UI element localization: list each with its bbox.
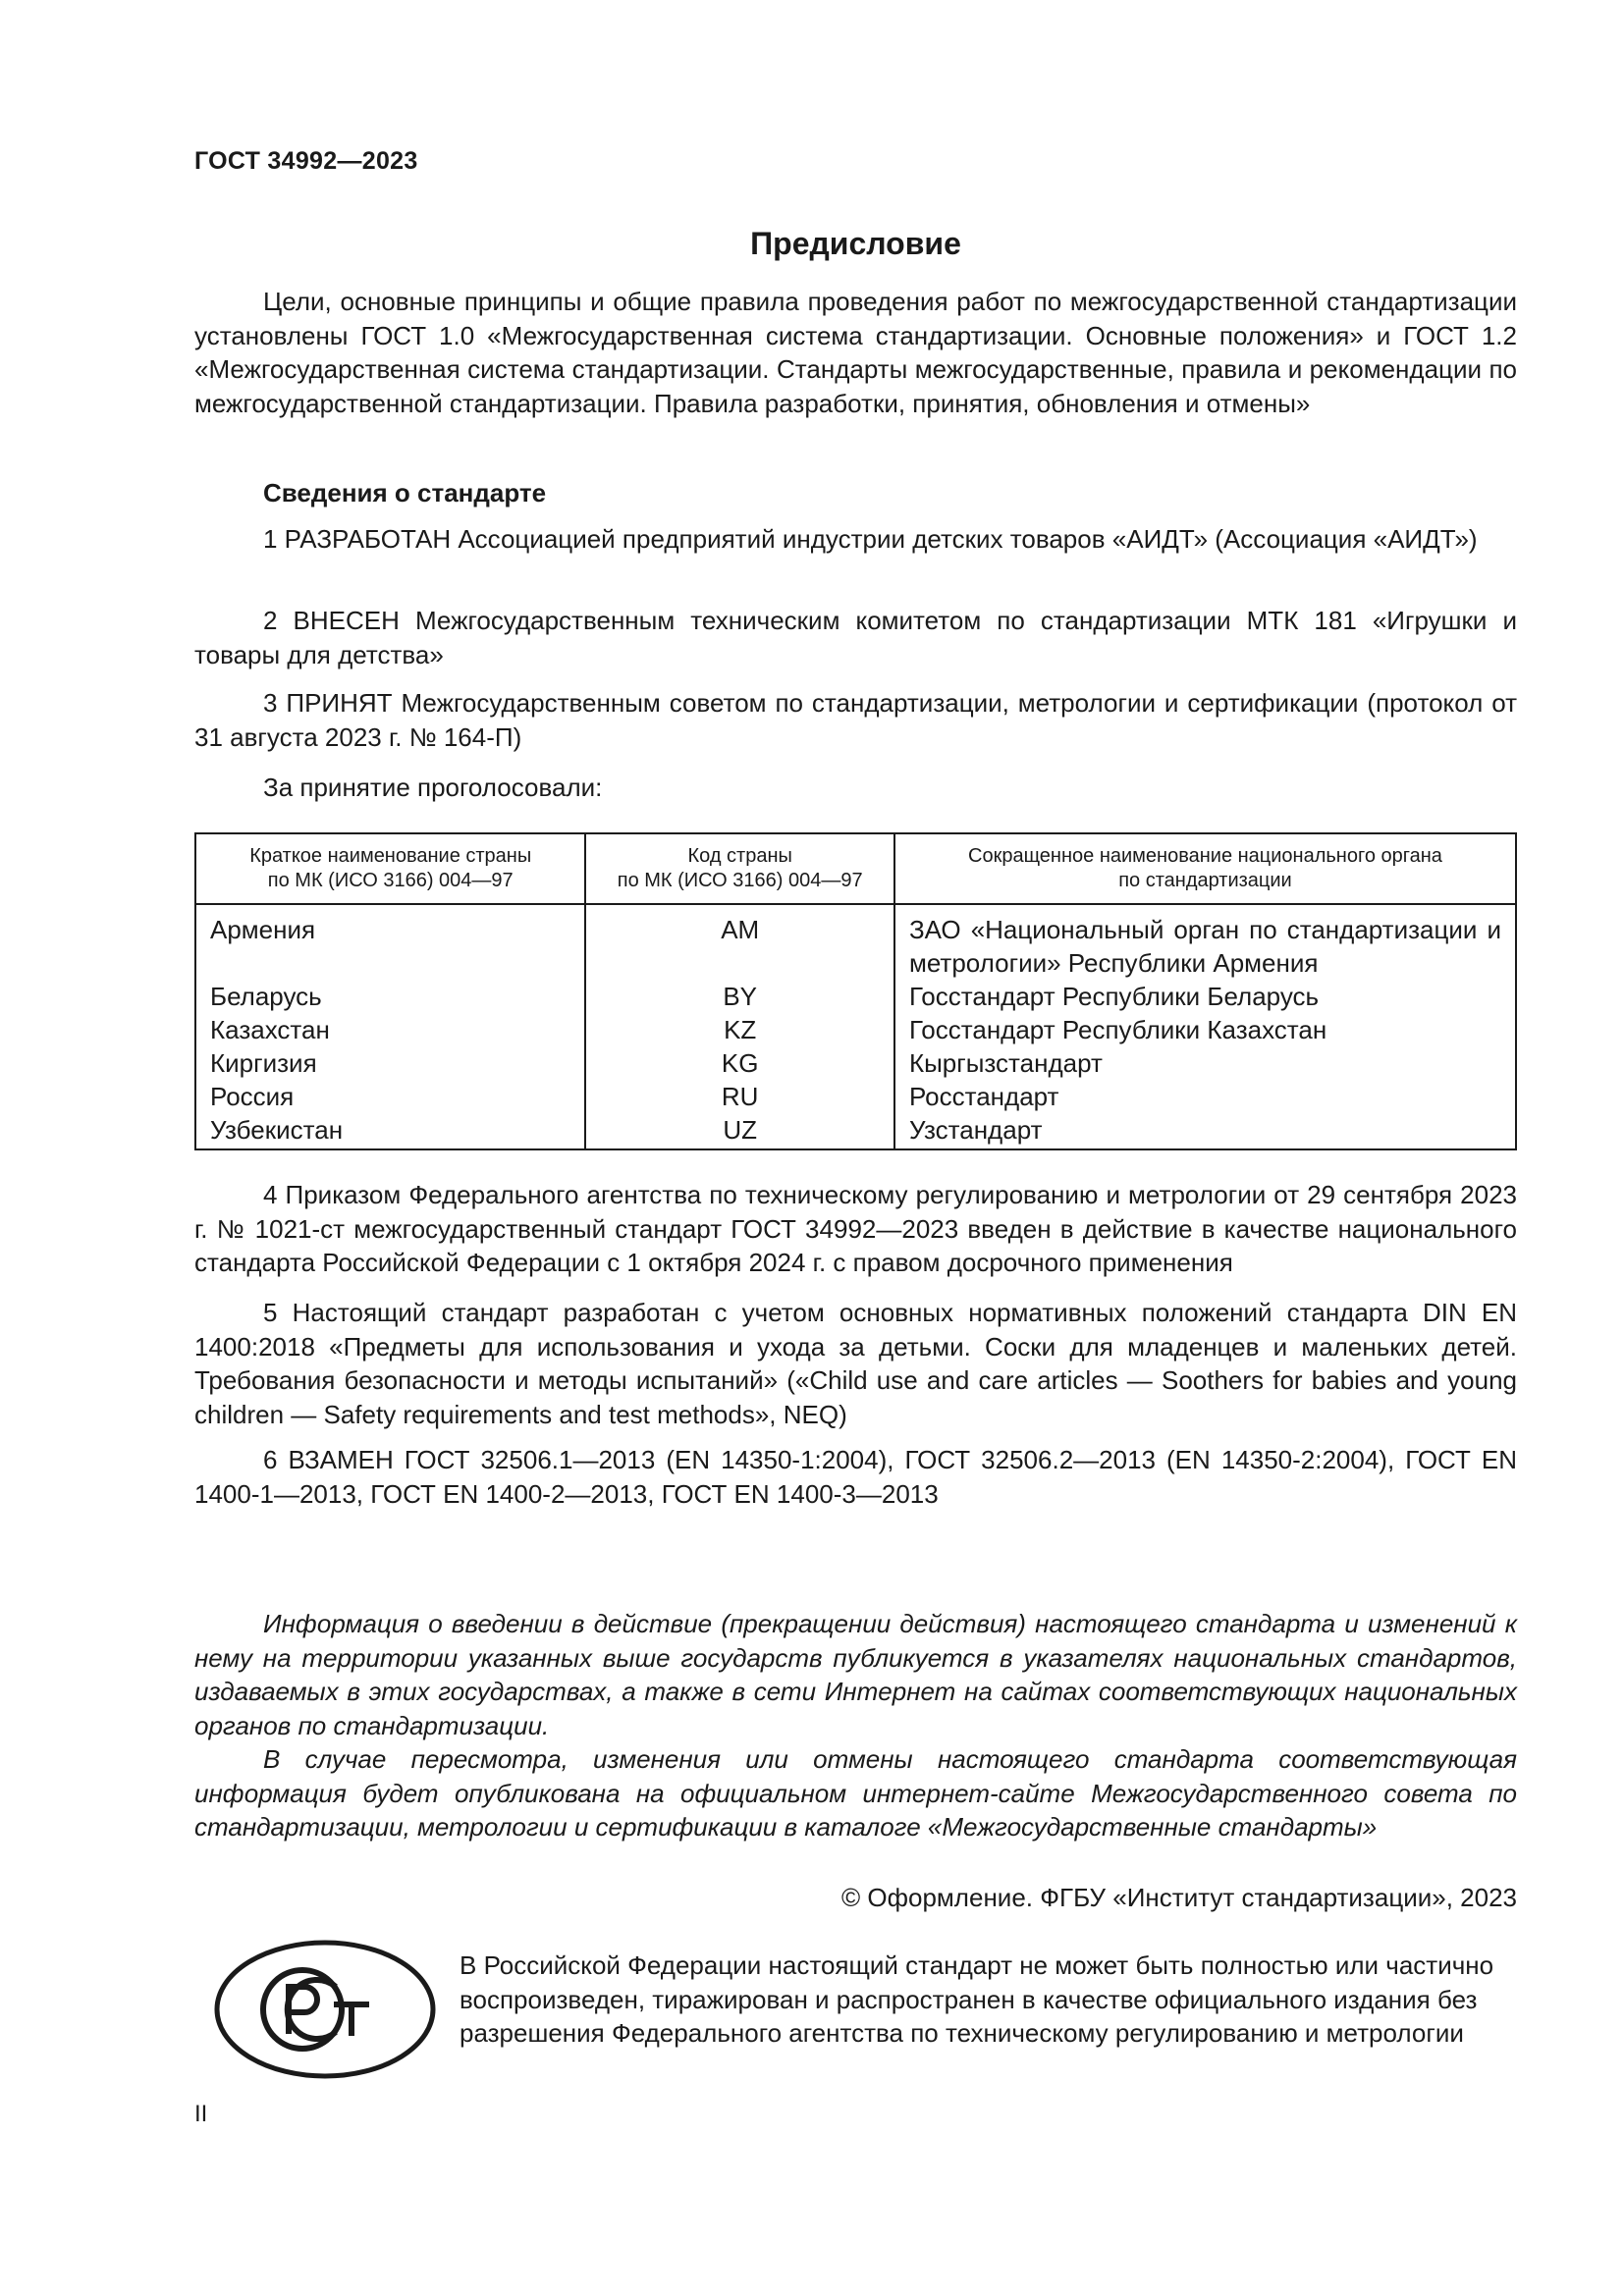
table-header-row: [195, 833, 1516, 904]
table-row: [195, 904, 1516, 980]
rst-logo-icon: [212, 1936, 438, 2083]
table-row: [195, 980, 1516, 1013]
cell-code: BY: [585, 980, 893, 1013]
table-row: [195, 1013, 1516, 1046]
cell-org: ЗАО «Национальный орган по стандартизации и метрологии» Республики Армения: [894, 904, 1516, 980]
item-4: 4 Приказом Федерального агентства по техническому регулированию и метрологии от 29 сентября 2023 г. № 1021-ст межгосударственный стандарт ГОСТ 34992—2023 введен в действие в качестве национального стандарта Российской Федерации с 1 октября 2024 г. с правом досрочного применения: [194, 1180, 1517, 1277]
cell-code: RU: [585, 1080, 893, 1113]
item-2: 2 ВНЕСЕН Межгосударственным техническим комитетом по стандартизации МТК 181 «Игрушки и товары для детства»: [194, 606, 1517, 669]
item-5: 5 Настоящий стандарт разработан с учетом основных нормативных положений стандарта DIN EN 1400:2018 «Предметы для использования и ухода за детьми. Соски для младенцев и маленьких детей. Требования безопасности и методы испытаний» («Child use and care articles — Soothers for babies and young children — Safety requirements and test methods», NEQ): [194, 1298, 1517, 1429]
cell-code: KG: [585, 1046, 893, 1080]
header-country-line1: Краткое наименование страны: [249, 845, 532, 867]
cell-country: Казахстан: [195, 1013, 585, 1046]
notice-paragraph-1: Информация о введении в действие (прекращении действия) настоящего стандарта и изменений к нему на территории указанных выше государств публикуется в указателях национальных стандартов, издаваемых в этих государствах, а также в сети Интернет на сайтах соответствующих национальных органов по стандартизации.: [194, 1609, 1517, 1740]
item-1: 1 РАЗРАБОТАН Ассоциацией предприятий индустрии детских товаров «АИДТ» (Ассоциация «АИДТ»): [263, 524, 1478, 554]
header-org-line1: Сокращенное наименование национального органа: [968, 845, 1442, 867]
page-number: II: [194, 2101, 208, 2127]
cell-country: Киргизия: [195, 1046, 585, 1080]
header-country-line2: по МК (ИСО 3166) 004—97: [267, 870, 514, 891]
cell-country: Беларусь: [195, 980, 585, 1013]
table-row: [195, 1080, 1516, 1113]
item-6: 6 ВЗАМЕН ГОСТ 32506.1—2013 (EN 14350-1:2004), ГОСТ 32506.2—2013 (EN 14350-2:2004), ГОСТ EN 1400-1—2013, ГОСТ EN 1400-2—2013, ГОСТ EN 1400-3—2013: [194, 1445, 1517, 1509]
cell-code: KZ: [585, 1013, 893, 1046]
header-org-line2: по стандартизации: [1118, 870, 1292, 891]
item-3: 3 ПРИНЯТ Межгосударственным советом по стандартизации, метрологии и сертификации (протокол от 31 августа 2023 г. № 164-П): [194, 688, 1517, 752]
intro-paragraph: [194, 285, 1517, 420]
cell-country: Армения: [195, 904, 585, 980]
cell-org: Госстандарт Республики Казахстан: [894, 1013, 1516, 1046]
cell-code: UZ: [585, 1113, 893, 1149]
notice-paragraph-2: В случае пересмотра, изменения или отмены настоящего стандарта соответствующая информация будет опубликована на официальном интернет-сайте Межгосударственного совета по стандартизации, метрологии и сертификации в каталоге «Межгосударственные стандарты»: [194, 1744, 1517, 1842]
vote-label: За принятие проголосовали:: [263, 773, 603, 802]
cell-org: Кыргызстандарт: [894, 1046, 1516, 1080]
intro-text: Цели, основные принципы и общие правила проведения работ по межгосударственной стандартизации установлены ГОСТ 1.0 «Межгосударственная система стандартизации. Основные положения» и ГОСТ 1.2 «Межгосударственная система стандартизации. Стандарты межгосударственные, правила и рекомендации по межгосударственной стандартизации. Правила разработки, принятия, обновления и отмены»: [194, 287, 1517, 418]
voting-table: [194, 832, 1517, 1150]
cell-org: Узстандарт: [894, 1113, 1516, 1149]
document-code: ГОСТ 34992—2023: [194, 147, 418, 175]
cell-country: Россия: [195, 1080, 585, 1113]
header-code-line1: Код страны: [687, 845, 792, 867]
copyright-line: © Оформление. ФГБУ «Институт стандартизации», 2023: [841, 1883, 1517, 1912]
header-code: [585, 833, 893, 904]
header-org: [894, 833, 1516, 904]
header-code-line2: по МК (ИСО 3166) 004—97: [617, 870, 863, 891]
cell-org: Госстандарт Республики Беларусь: [894, 980, 1516, 1013]
cell-code: AM: [585, 904, 893, 980]
table-row: [195, 1113, 1516, 1149]
rf-reproduction-notice: В Российской Федерации настоящий стандарт не может быть полностью или частично воспроизведен, тиражирован и распространен в качестве официального издания без разрешения Федерального агентства по техническому регулированию и метрологии: [460, 1950, 1494, 2048]
info-heading: Сведения о стандарте: [263, 478, 547, 507]
cell-org: Росстандарт: [894, 1080, 1516, 1113]
page-title: Предисловие: [750, 226, 961, 261]
cell-country: Узбекистан: [195, 1113, 585, 1149]
table-row: [195, 1046, 1516, 1080]
header-country: [195, 833, 585, 904]
